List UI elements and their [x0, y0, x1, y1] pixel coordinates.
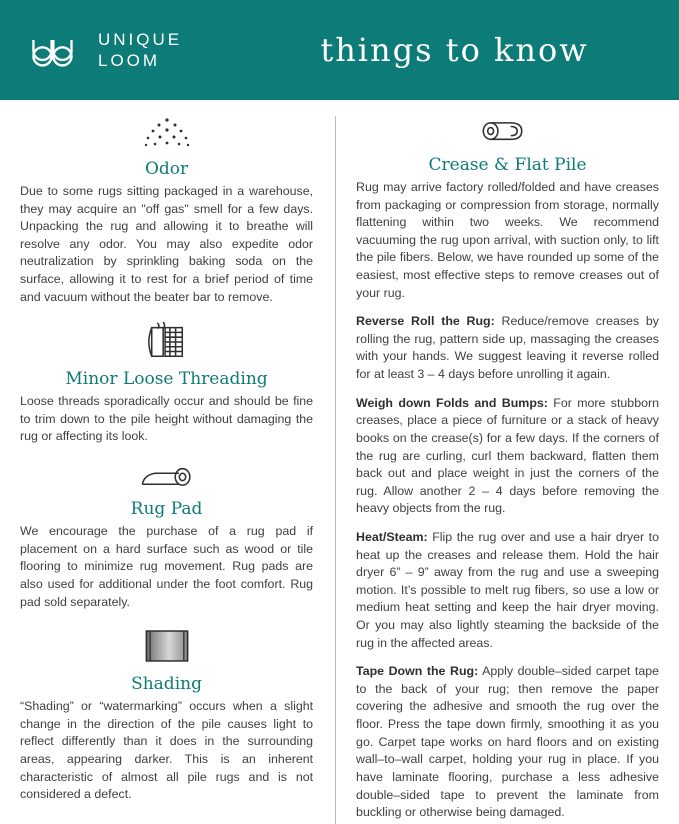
- section-odor: [20, 116, 313, 306]
- brand-lockup: [28, 29, 278, 72]
- tip-heat-steam: [356, 529, 659, 652]
- page-title: things to know: [320, 31, 589, 69]
- right-column: [344, 116, 659, 824]
- section-title-crease-flat-pile: Crease & Flat Pile: [428, 155, 587, 175]
- brand-line-2: LOOM: [98, 51, 161, 70]
- section-title-odor: Odor: [144, 159, 189, 179]
- tip-weigh-down: [356, 395, 659, 518]
- curled-rug-crease-icon: [356, 116, 659, 153]
- tip-text-weigh-down: For more stubborn creases, place a piece of furniture or a stack of heavy books on the crease(s) for a few days. If the corners of the rug are curling, curl them backward, flatten them back out and place weight in just the corners of the rug. Allow another 2 – 4 days before removing the heavy objects from the rug.: [356, 395, 659, 516]
- brand-line-1: UNIQUE: [98, 29, 183, 49]
- section-rug-pad: [20, 460, 313, 611]
- section-shading: [20, 625, 313, 804]
- tip-label-heat-steam: Heat/Steam:: [356, 529, 428, 544]
- tip-tape-down: [356, 663, 659, 821]
- shaded-rug-icon: [20, 625, 313, 672]
- tip-label-reverse-roll: Reverse Roll the Rug:: [356, 314, 495, 329]
- unique-loom-monogram-icon: [28, 30, 86, 70]
- section-body-shading: “Shading” or “watermarking” occurs when a slight change in the direction of the pile causes light to reflect differently than it does in the surrounding areas, appearing darker. This is an inherent characteristic of almost all pile rugs and is not considered a defect.: [20, 699, 314, 802]
- section-body-odor: Due to some rugs sitting packaged in a warehouse, they may acquire an "off gas" smell for a few days. Unpacking the rug and allowing it to breathe will resolve any odor. You may also expedite odor neutralization by sprinkling baking soda on the surface, allowing it to rest for a brief period of time and vacuum without the beater bar to remove.: [20, 184, 314, 304]
- rug-pad-roll-icon: [20, 460, 313, 497]
- tip-text-heat-steam: Flip the rug over and use a hair dryer to heat up the creases and release them. Hold the hair dryer 6” – 9” away from the rug and use a sweeping motion. It’s possible to melt rug fibers, so use a low or medium heat setting and keep the hair dryer moving. Or you may also lightly steaming the backside of the rug in the affected areas.: [356, 529, 659, 650]
- left-column: [20, 116, 327, 824]
- section-title-shading: Shading: [131, 674, 202, 695]
- section-title-rug-pad: Rug Pad: [130, 499, 203, 520]
- section-body-minor-loose-threading: Loose threads sporadically occur and should be fine to trim down to the pile height without damaging the rug or affecting its look.: [20, 394, 314, 444]
- section-minor-loose-threading: [20, 320, 313, 446]
- section-body-rug-pad: We encourage the purchase of a rug pad if placement on a hard surface such as wood or tile flooring to minimize rug movement. Rug pads are also used for additional under the foot comfort. Rug pad sold separately.: [20, 524, 314, 609]
- tip-reverse-roll: [356, 313, 659, 383]
- tip-text-tape-down: Apply double–sided carpet tape to the back of your rug; then remove the paper covering the adhesive and smooth the rug over the floor. Press the tape down firmly, smoothing it as you go. Carpet tape works on hard floors and on existing wall–to–wall carpet, holding your rug in place. If you have laminate flooring, purchase a less adhesive double–sided tape to prevent the laminate from buckling or otherwise being damaged.: [356, 664, 659, 820]
- content-area: [0, 100, 679, 824]
- page-header: [0, 0, 679, 100]
- tip-label-weigh-down: Weigh down Folds and Bumps:: [356, 395, 548, 410]
- rolled-rug-threads-icon: [20, 320, 313, 367]
- dust-specks-icon: [20, 116, 313, 157]
- column-divider: [335, 116, 336, 824]
- brand-wordmark: [98, 29, 182, 72]
- tip-label-tape-down: Tape Down the Rug:: [356, 664, 479, 679]
- tip-text-reverse-roll: Reduce/remove creases by rolling the rug, pattern side up, massaging the creases with your hands. We suggest leaving it reverse rolled for at least 3 – 4 days before unrolling it again.: [356, 314, 659, 382]
- section-title-minor-loose-threading: Minor Loose Threading: [65, 369, 268, 390]
- crease-intro-text: Rug may arrive factory rolled/folded and have creases from packaging or compression from storage, normally flattening within two weeks. We recommend vacuuming the rug upon arrival, with suction only, to lift the pile fibers. Below, we have rounded up some of the easiest, most effective steps to remove creases out of your rug.: [356, 180, 659, 300]
